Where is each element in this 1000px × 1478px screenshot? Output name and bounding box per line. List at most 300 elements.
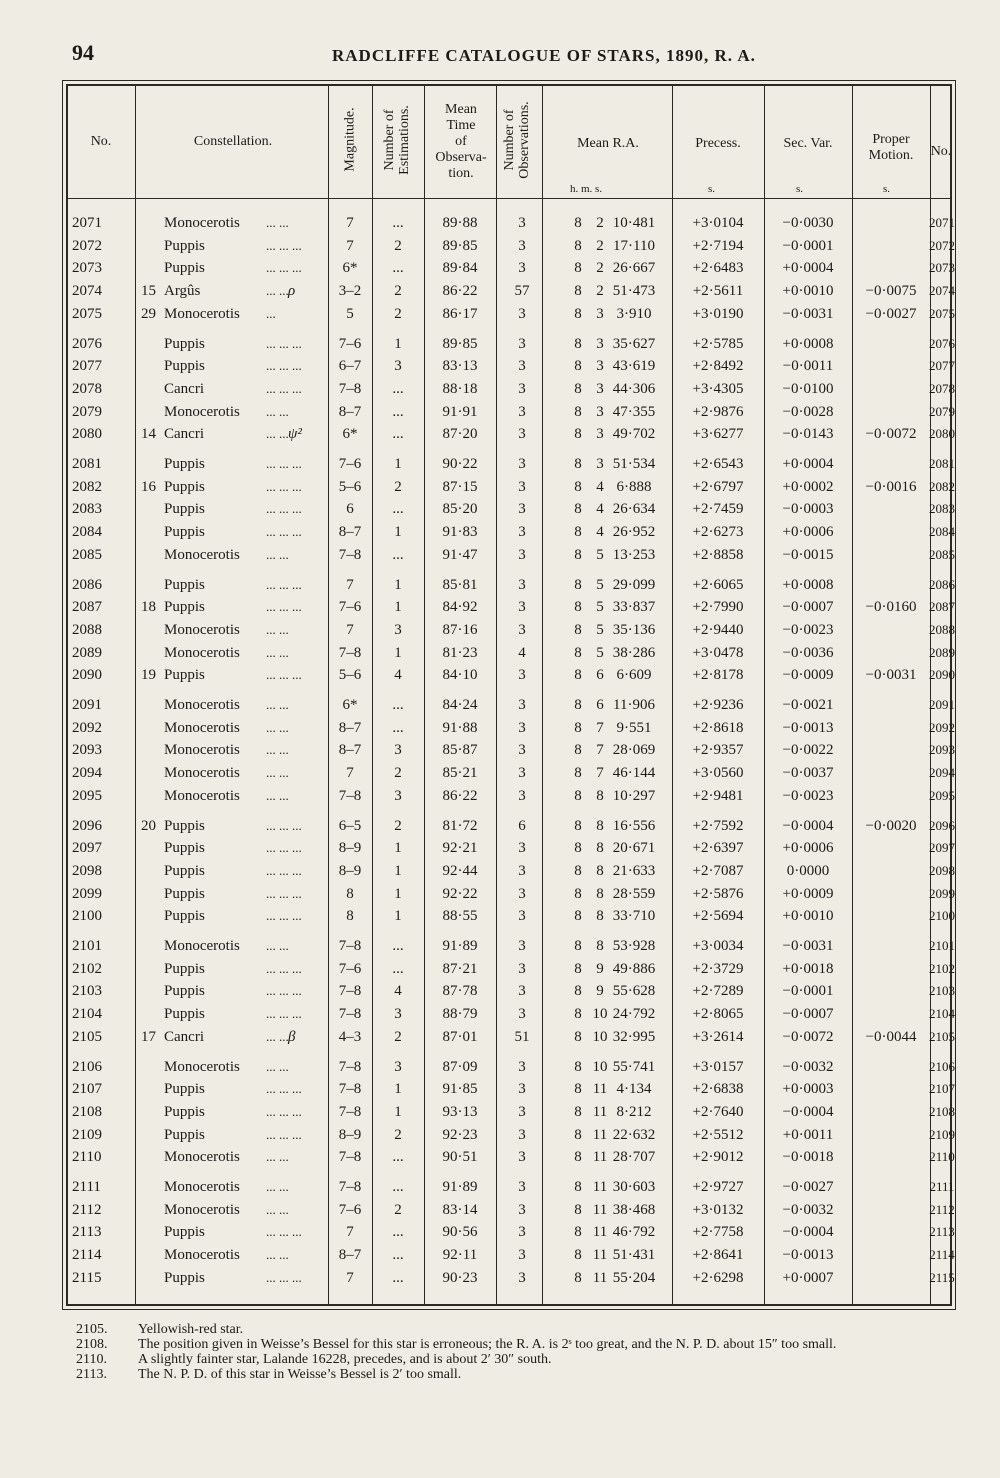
ra-minutes: 8 xyxy=(596,862,604,879)
observations-count: 3 xyxy=(518,1247,526,1264)
mean-time-value: 92·21 xyxy=(442,840,478,857)
magnitude-value: 7–6 xyxy=(338,960,362,977)
ra-hours: 8 xyxy=(574,524,582,541)
magnitude-value: 3–2 xyxy=(338,283,362,300)
row-number-right: 2103 xyxy=(929,983,955,999)
magnitude-value: 5–6 xyxy=(338,478,362,495)
estimations-count: ... xyxy=(392,719,404,736)
header-precess: Precess. xyxy=(695,136,741,151)
footnote-ref: 2105. xyxy=(76,1322,108,1337)
ra-minutes: 7 xyxy=(596,765,604,782)
magnitude-value: 7–8 xyxy=(338,1081,362,1098)
secular-variation-value: −0·0013 xyxy=(782,719,834,736)
mean-time-value: 81·72 xyxy=(442,817,478,834)
row-number-right: 2097 xyxy=(929,840,955,856)
leader-dots: ... ... xyxy=(266,938,289,953)
ra-hours: 8 xyxy=(574,765,582,782)
header-proper-motion xyxy=(852,132,930,164)
mean-time-value: 87·16 xyxy=(442,621,478,638)
row-number: 2086 xyxy=(72,576,102,593)
row-number: 2097 xyxy=(72,840,102,857)
observations-count: 3 xyxy=(518,576,526,593)
secular-variation-value: +0·0002 xyxy=(782,478,834,495)
header-magnitude: Magnitude. xyxy=(342,107,358,172)
estimations-count: 1 xyxy=(394,599,402,616)
observations-count: 3 xyxy=(518,765,526,782)
mean-time-value: 85·81 xyxy=(442,576,478,593)
flamsteed-number: 20 xyxy=(141,817,156,834)
secular-variation-value: −0·0037 xyxy=(782,765,834,782)
row-number-right: 2094 xyxy=(929,765,955,781)
precession-value: +2·9440 xyxy=(692,621,744,638)
constellation-name: Puppis xyxy=(164,1126,205,1143)
constellation-name: Puppis xyxy=(164,862,205,879)
row-number-right: 2080 xyxy=(929,426,955,442)
ra-hours: 8 xyxy=(574,1028,582,1045)
secular-variation-value: +0·0006 xyxy=(782,840,834,857)
ra-seconds: 22·632 xyxy=(612,1126,656,1143)
row-number-right: 2078 xyxy=(929,380,955,396)
ra-minutes: 8 xyxy=(596,938,604,954)
row-number-right: 2113 xyxy=(929,1224,955,1240)
observations-count: 3 xyxy=(518,960,526,977)
row-number-right: 2110 xyxy=(929,1149,955,1165)
ra-minutes: 11 xyxy=(592,1201,608,1218)
ra-seconds: 10·481 xyxy=(612,215,656,231)
row-number: 2115 xyxy=(72,1269,102,1286)
constellation-name: Puppis xyxy=(164,960,205,977)
ra-minutes: 11 xyxy=(592,1103,608,1120)
precession-value: +2·6273 xyxy=(692,524,744,541)
ra-minutes: 2 xyxy=(596,237,604,254)
constellation-name: Monocerotis xyxy=(164,1201,240,1218)
precession-value: +2·8492 xyxy=(692,358,744,375)
magnitude-value: 7–8 xyxy=(338,983,362,1000)
mean-time-value: 89·84 xyxy=(442,260,478,277)
mean-time-value: 86·22 xyxy=(442,283,478,300)
row-number-right: 2081 xyxy=(929,456,955,471)
row-number-right: 2093 xyxy=(929,742,955,758)
observations-count: 3 xyxy=(518,426,526,443)
ra-seconds: 21·633 xyxy=(612,862,656,879)
unit-proper-motion: s. xyxy=(883,183,891,195)
ra-minutes: 2 xyxy=(596,283,604,300)
precession-value: +3·0478 xyxy=(692,644,744,661)
leader-dots: ... ... ... xyxy=(266,501,302,517)
constellation-name: Puppis xyxy=(164,667,205,684)
leader-dots: ... ... xyxy=(266,719,289,735)
ra-minutes: 11 xyxy=(592,1149,608,1166)
row-number: 2074 xyxy=(72,283,102,300)
mean-time-value: 93·13 xyxy=(442,1103,478,1120)
row-number: 2096 xyxy=(72,817,102,834)
ra-hours: 8 xyxy=(574,938,582,954)
row-number-right: 2111 xyxy=(929,1179,955,1194)
observations-count: 3 xyxy=(518,840,526,857)
ra-seconds: 43·619 xyxy=(612,358,656,375)
leader-dots: ... ... ... xyxy=(266,1103,302,1119)
mean-time-value: 87·21 xyxy=(442,960,478,977)
ra-hours: 8 xyxy=(574,1224,582,1241)
constellation-name: Monocerotis xyxy=(164,305,240,322)
leader-dots: ... ... ... xyxy=(266,840,302,856)
magnitude-value: 7 xyxy=(346,576,354,593)
estimations-count: 1 xyxy=(394,456,402,472)
estimations-count: 3 xyxy=(394,1058,402,1075)
leader-dots: ... ... xyxy=(266,403,289,419)
row-number-right: 2095 xyxy=(929,787,955,803)
constellation-name: Monocerotis xyxy=(164,719,240,736)
row-number-right: 2088 xyxy=(929,621,955,637)
mean-time-value: 91·47 xyxy=(442,546,478,563)
observations-count: 3 xyxy=(518,305,526,322)
leader-dots: ... ... ... xyxy=(266,908,302,924)
precession-value: +3·2614 xyxy=(692,1028,744,1045)
secular-variation-value: +0·0004 xyxy=(782,456,834,472)
precession-value: +2·7087 xyxy=(692,862,744,879)
magnitude-value: 7 xyxy=(346,1269,354,1286)
leader-dots: ... ... ... xyxy=(266,524,302,540)
precession-value: +3·4305 xyxy=(692,380,744,397)
ra-hours: 8 xyxy=(574,697,582,713)
precession-value: +3·0560 xyxy=(692,765,744,782)
precession-value: +2·6483 xyxy=(692,260,744,277)
constellation-name: Monocerotis xyxy=(164,644,240,661)
ra-seconds: 38·468 xyxy=(612,1201,656,1218)
observations-count: 3 xyxy=(518,1006,526,1023)
magnitude-value: 7 xyxy=(346,765,354,782)
precession-value: +2·7758 xyxy=(692,1224,744,1241)
ra-minutes: 3 xyxy=(596,380,604,397)
precession-value: +2·5611 xyxy=(692,283,744,300)
mean-time-value: 84·10 xyxy=(442,667,478,684)
row-number-right: 2077 xyxy=(929,358,955,374)
footnote xyxy=(76,1367,836,1382)
row-number: 2080 xyxy=(72,426,102,443)
magnitude-value: 7–8 xyxy=(338,546,362,563)
flamsteed-number: 19 xyxy=(141,667,156,684)
ra-seconds: 53·928 xyxy=(612,938,656,954)
ra-seconds: 32·995 xyxy=(612,1028,656,1045)
observations-count: 3 xyxy=(518,380,526,397)
estimations-count: ... xyxy=(392,960,404,977)
ra-minutes: 5 xyxy=(596,621,604,638)
unit-ra: h. m. s. xyxy=(570,183,603,195)
row-number: 2082 xyxy=(72,478,102,495)
observations-count: 3 xyxy=(518,1179,526,1195)
header-mean-ra: Mean R.A. xyxy=(577,136,639,151)
secular-variation-value: −0·0018 xyxy=(782,1149,834,1166)
ra-minutes: 11 xyxy=(592,1081,608,1098)
magnitude-value: 5–6 xyxy=(338,667,362,684)
mean-time-value: 92·11 xyxy=(442,1247,478,1264)
row-number-right: 2096 xyxy=(929,817,955,833)
precession-value: +2·7990 xyxy=(692,599,744,616)
secular-variation-value: −0·0007 xyxy=(782,1006,834,1023)
mean-time-value: 90·23 xyxy=(442,1269,478,1286)
precession-value: +2·9876 xyxy=(692,403,744,420)
precession-value: +2·6397 xyxy=(692,840,744,857)
ra-minutes: 11 xyxy=(592,1126,608,1143)
row-number: 2098 xyxy=(72,862,102,879)
mean-time-value: 87·20 xyxy=(442,426,478,443)
ra-minutes: 11 xyxy=(592,1179,608,1195)
footnote-text: The position given in Weisse’s Bessel for this star is erroneous; the R. A. is 2ˢ too great, and the N. P. D. about 15″ too small. xyxy=(138,1337,837,1352)
magnitude-value: 7–8 xyxy=(338,1179,362,1195)
estimations-count: 2 xyxy=(394,283,402,300)
row-number-right: 2115 xyxy=(929,1269,955,1285)
constellation-name: Puppis xyxy=(164,478,205,495)
secular-variation-value: +0·0011 xyxy=(782,1126,834,1143)
magnitude-value: 4–3 xyxy=(338,1028,362,1045)
magnitude-value: 8–7 xyxy=(338,524,362,541)
mean-time-value: 91·83 xyxy=(442,524,478,541)
leader-dots: ... ... xyxy=(266,546,289,562)
observations-count: 3 xyxy=(518,1149,526,1166)
magnitude-value: 5 xyxy=(346,305,354,322)
mean-time-value: 83·13 xyxy=(442,358,478,375)
ra-hours: 8 xyxy=(574,426,582,443)
row-number-right: 2102 xyxy=(929,960,955,976)
precession-value: +2·9012 xyxy=(692,1149,744,1166)
observations-count: 3 xyxy=(518,742,526,759)
column-divider xyxy=(135,84,136,1306)
constellation-name: Monocerotis xyxy=(164,787,240,804)
constellation-name: Monocerotis xyxy=(164,215,240,231)
row-number-right: 2107 xyxy=(929,1081,955,1097)
footnote-ref: 2113. xyxy=(76,1367,107,1382)
secular-variation-value: −0·0100 xyxy=(782,380,834,397)
secular-variation-value: +0·0010 xyxy=(782,908,834,925)
row-number-right: 2073 xyxy=(929,260,955,276)
observations-count: 3 xyxy=(518,260,526,277)
precession-value: +2·8641 xyxy=(692,1247,744,1264)
ra-seconds: 26·634 xyxy=(612,501,656,518)
mean-time-value: 83·14 xyxy=(442,1201,478,1218)
ra-seconds: 24·792 xyxy=(612,1006,656,1023)
magnitude-value: 6* xyxy=(342,260,358,277)
leader-dots: ... ... ... xyxy=(266,599,302,615)
secular-variation-value: −0·0004 xyxy=(782,817,834,834)
constellation-name: Cancri xyxy=(164,426,204,443)
ra-seconds: 6·609 xyxy=(616,667,652,684)
ra-hours: 8 xyxy=(574,576,582,593)
footnote-ref: 2108. xyxy=(76,1337,108,1352)
ra-minutes: 8 xyxy=(596,908,604,925)
row-number-right: 2071 xyxy=(929,215,955,230)
estimations-count: 4 xyxy=(394,983,402,1000)
precession-value: +2·6797 xyxy=(692,478,744,495)
estimations-count: 1 xyxy=(394,908,402,925)
proper-motion-value: −0·0075 xyxy=(865,283,917,300)
ra-seconds: 11·906 xyxy=(613,697,655,713)
mean-time-value: 91·91 xyxy=(442,403,478,420)
mean-time-value: 85·20 xyxy=(442,501,478,518)
constellation-name: Puppis xyxy=(164,983,205,1000)
precession-value: +2·7459 xyxy=(692,501,744,518)
ra-hours: 8 xyxy=(574,621,582,638)
precession-value: +2·8178 xyxy=(692,667,744,684)
ra-hours: 8 xyxy=(574,1081,582,1098)
row-number-right: 2092 xyxy=(929,719,955,735)
ra-seconds: 49·702 xyxy=(612,426,656,443)
estimations-count: 3 xyxy=(394,1006,402,1023)
page-title: RADCLIFFE CATALOGUE OF STARS, 1890, R. A. xyxy=(332,46,756,65)
estimations-count: 1 xyxy=(394,885,402,902)
ra-hours: 8 xyxy=(574,1126,582,1143)
leader-dots: ... ... ... xyxy=(266,862,302,878)
ra-seconds: 55·204 xyxy=(612,1269,656,1286)
observations-count: 3 xyxy=(518,983,526,1000)
ra-hours: 8 xyxy=(574,1149,582,1166)
leader-dots: ... ... xyxy=(266,215,289,230)
ra-minutes: 11 xyxy=(592,1247,608,1264)
row-number: 2102 xyxy=(72,960,102,977)
row-number-right: 2108 xyxy=(929,1103,955,1119)
leader-dots: ... ... xyxy=(266,621,289,637)
row-number-right: 2084 xyxy=(929,524,955,540)
header-estimations-line1: Number of xyxy=(382,109,397,171)
row-number-right: 2112 xyxy=(929,1201,955,1217)
ra-seconds: 35·136 xyxy=(612,621,656,638)
precession-value: +3·6277 xyxy=(692,426,744,443)
secular-variation-value: −0·0023 xyxy=(782,787,834,804)
precession-value: +2·7592 xyxy=(692,817,744,834)
row-number-right: 2079 xyxy=(929,403,955,419)
ra-hours: 8 xyxy=(574,1179,582,1195)
magnitude-value: 7–6 xyxy=(338,456,362,472)
proper-motion-value: −0·0160 xyxy=(865,599,917,616)
ra-seconds: 26·952 xyxy=(612,524,656,541)
magnitude-value: 8–7 xyxy=(338,1247,362,1264)
flamsteed-number: 18 xyxy=(141,599,156,616)
leader-dots: ... ... xyxy=(266,426,289,442)
ra-hours: 8 xyxy=(574,862,582,879)
ra-minutes: 3 xyxy=(596,305,604,322)
secular-variation-value: −0·0007 xyxy=(782,599,834,616)
magnitude-value: 7–8 xyxy=(338,1149,362,1166)
footnote-ref: 2110. xyxy=(76,1352,107,1367)
bayer-letter: β xyxy=(288,1028,296,1045)
row-number: 2113 xyxy=(72,1224,102,1241)
ra-hours: 8 xyxy=(574,1058,582,1075)
proper-motion-value: −0·0027 xyxy=(865,305,917,322)
precession-value: +2·8858 xyxy=(692,546,744,563)
ra-hours: 8 xyxy=(574,546,582,563)
row-number-right: 2075 xyxy=(929,305,955,321)
observations-count: 3 xyxy=(518,478,526,495)
constellation-name: Monocerotis xyxy=(164,1058,240,1075)
precession-value: +3·0190 xyxy=(692,305,744,322)
header-proper-motion-line2: Motion. xyxy=(868,148,914,163)
ra-seconds: 35·627 xyxy=(612,335,656,352)
header-observations-line1: Number of xyxy=(502,109,517,171)
estimations-count: 2 xyxy=(394,1126,402,1143)
mean-time-value: 81·23 xyxy=(442,644,478,661)
estimations-count: 1 xyxy=(394,576,402,593)
proper-motion-value: −0·0044 xyxy=(865,1028,917,1045)
row-number: 2099 xyxy=(72,885,102,902)
mean-time-value: 84·92 xyxy=(442,599,478,616)
precession-value: +2·6543 xyxy=(692,456,744,472)
row-number: 2083 xyxy=(72,501,102,518)
secular-variation-value: +0·0003 xyxy=(782,1081,834,1098)
row-number-right: 2101 xyxy=(929,938,955,953)
header-observations-line2: Observations. xyxy=(517,101,532,179)
ra-minutes: 7 xyxy=(596,719,604,736)
ra-minutes: 8 xyxy=(596,885,604,902)
constellation-name: Puppis xyxy=(164,599,205,616)
observations-count: 3 xyxy=(518,358,526,375)
observations-count: 3 xyxy=(518,215,526,231)
secular-variation-value: −0·0030 xyxy=(782,215,834,231)
ra-seconds: 51·473 xyxy=(612,283,656,300)
ra-seconds: 28·707 xyxy=(612,1149,656,1166)
estimations-count: 3 xyxy=(394,621,402,638)
ra-seconds: 28·069 xyxy=(612,742,656,759)
estimations-count: 3 xyxy=(394,787,402,804)
constellation-name: Puppis xyxy=(164,456,205,472)
ra-hours: 8 xyxy=(574,960,582,977)
ra-minutes: 4 xyxy=(596,501,604,518)
row-number-right: 2076 xyxy=(929,335,955,351)
ra-hours: 8 xyxy=(574,358,582,375)
estimations-count: 2 xyxy=(394,237,402,254)
leader-dots: ... ... ... xyxy=(266,478,302,494)
row-number-right: 2085 xyxy=(929,546,955,562)
precession-value: +2·8065 xyxy=(692,1006,744,1023)
row-number: 2100 xyxy=(72,908,102,925)
row-number-right: 2074 xyxy=(929,283,955,299)
estimations-count: ... xyxy=(392,1149,404,1166)
constellation-name: Puppis xyxy=(164,817,205,834)
secular-variation-value: −0·0001 xyxy=(782,983,834,1000)
ra-seconds: 13·253 xyxy=(612,546,656,563)
magnitude-value: 7 xyxy=(346,215,354,231)
constellation-name: Puppis xyxy=(164,501,205,518)
estimations-count: ... xyxy=(392,403,404,420)
observations-count: 3 xyxy=(518,501,526,518)
estimations-count: 2 xyxy=(394,765,402,782)
ra-hours: 8 xyxy=(574,260,582,277)
row-number: 2110 xyxy=(72,1149,102,1166)
proper-motion-value: −0·0016 xyxy=(865,478,917,495)
estimations-count: 1 xyxy=(394,335,402,352)
magnitude-value: 7–8 xyxy=(338,380,362,397)
ra-seconds: 28·559 xyxy=(612,885,656,902)
leader-dots: ... ... xyxy=(266,644,289,660)
leader-dots: ... ... ... xyxy=(266,456,302,471)
leader-dots: ... ... ... xyxy=(266,817,302,833)
mean-time-value: 91·85 xyxy=(442,1081,478,1098)
mean-time-value: 90·56 xyxy=(442,1224,478,1241)
ra-seconds: 29·099 xyxy=(612,576,656,593)
proper-motion-value: −0·0020 xyxy=(865,817,917,834)
precession-value: +2·7289 xyxy=(692,983,744,1000)
mean-time-value: 86·22 xyxy=(442,787,478,804)
leader-dots: ... ... xyxy=(266,787,289,803)
footnote-text: A slightly fainter star, Lalande 16228, precedes, and is about 2′ 30″ south. xyxy=(138,1352,552,1367)
header-mean-time-line5: tion. xyxy=(448,166,474,181)
secular-variation-value: −0·0032 xyxy=(782,1058,834,1075)
observations-count: 3 xyxy=(518,1103,526,1120)
observations-count: 6 xyxy=(518,817,526,834)
row-number: 2075 xyxy=(72,305,102,322)
magnitude-value: 7 xyxy=(346,621,354,638)
ra-hours: 8 xyxy=(574,215,582,231)
mean-time-value: 84·24 xyxy=(442,697,478,713)
ra-hours: 8 xyxy=(574,908,582,925)
